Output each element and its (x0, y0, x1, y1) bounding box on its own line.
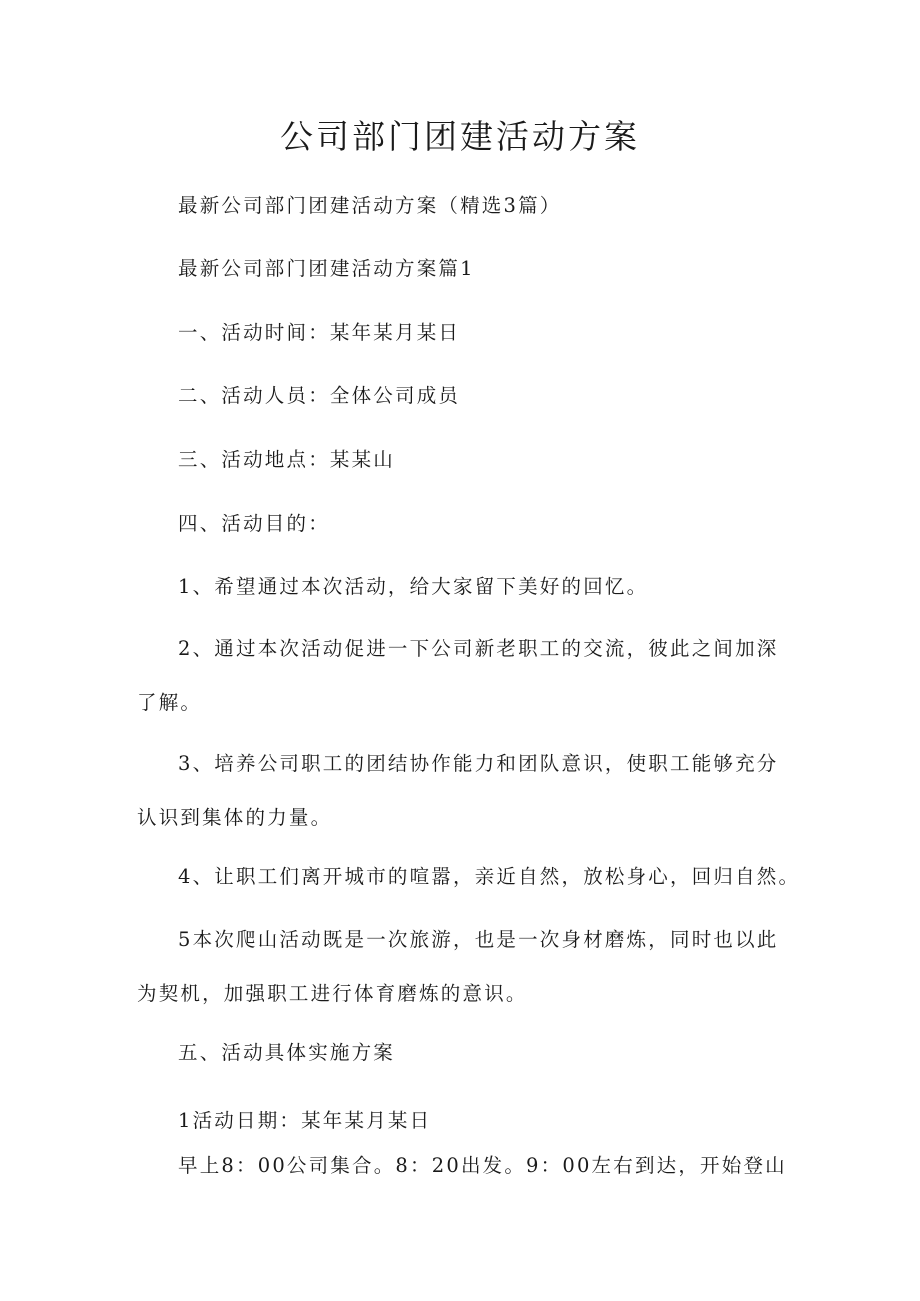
purpose-paragraph-1: 1、希望通过本次活动，给大家留下美好的回忆。 (178, 575, 649, 598)
plan-schedule: 早上8：00公司集合。8：20出发。9：00左右到达，开始登山 (178, 1154, 787, 1177)
plan-date: 1活动日期：某年某月某日 (178, 1109, 432, 1132)
item-activity-place: 三、活动地点：某某山 (178, 448, 396, 471)
item-activity-time: 一、活动时间：某年某月某日 (178, 321, 461, 344)
purpose-paragraph-5: 5本次爬山活动既是一次旅游，也是一次身材磨炼，同时也以此为契机，加强职工进行体育磨炼的意识。 (137, 928, 779, 1005)
purpose-paragraph-3: 3、培养公司职工的团结协作能力和团队意识，使职工能够充分认识到集体的力量。 (137, 752, 779, 829)
document-subtitle: 最新公司部门团建活动方案（精选3篇） (178, 194, 562, 217)
document-title: 公司部门团建活动方案 (280, 117, 640, 156)
item-activity-people: 二、活动人员：全体公司成员 (178, 384, 461, 407)
purpose-paragraph-2: 2、通过本次活动促进一下公司新老职工的交流，彼此之间加深了解。 (137, 637, 779, 714)
plan-heading: 五、活动具体实施方案 (178, 1041, 396, 1064)
purpose-paragraph-4: 4、让职工们离开城市的喧嚣，亲近自然，放松身心，回归自然。 (178, 865, 801, 888)
section-heading: 最新公司部门团建活动方案篇1 (178, 257, 475, 280)
item-activity-purpose: 四、活动目的： (178, 512, 330, 535)
